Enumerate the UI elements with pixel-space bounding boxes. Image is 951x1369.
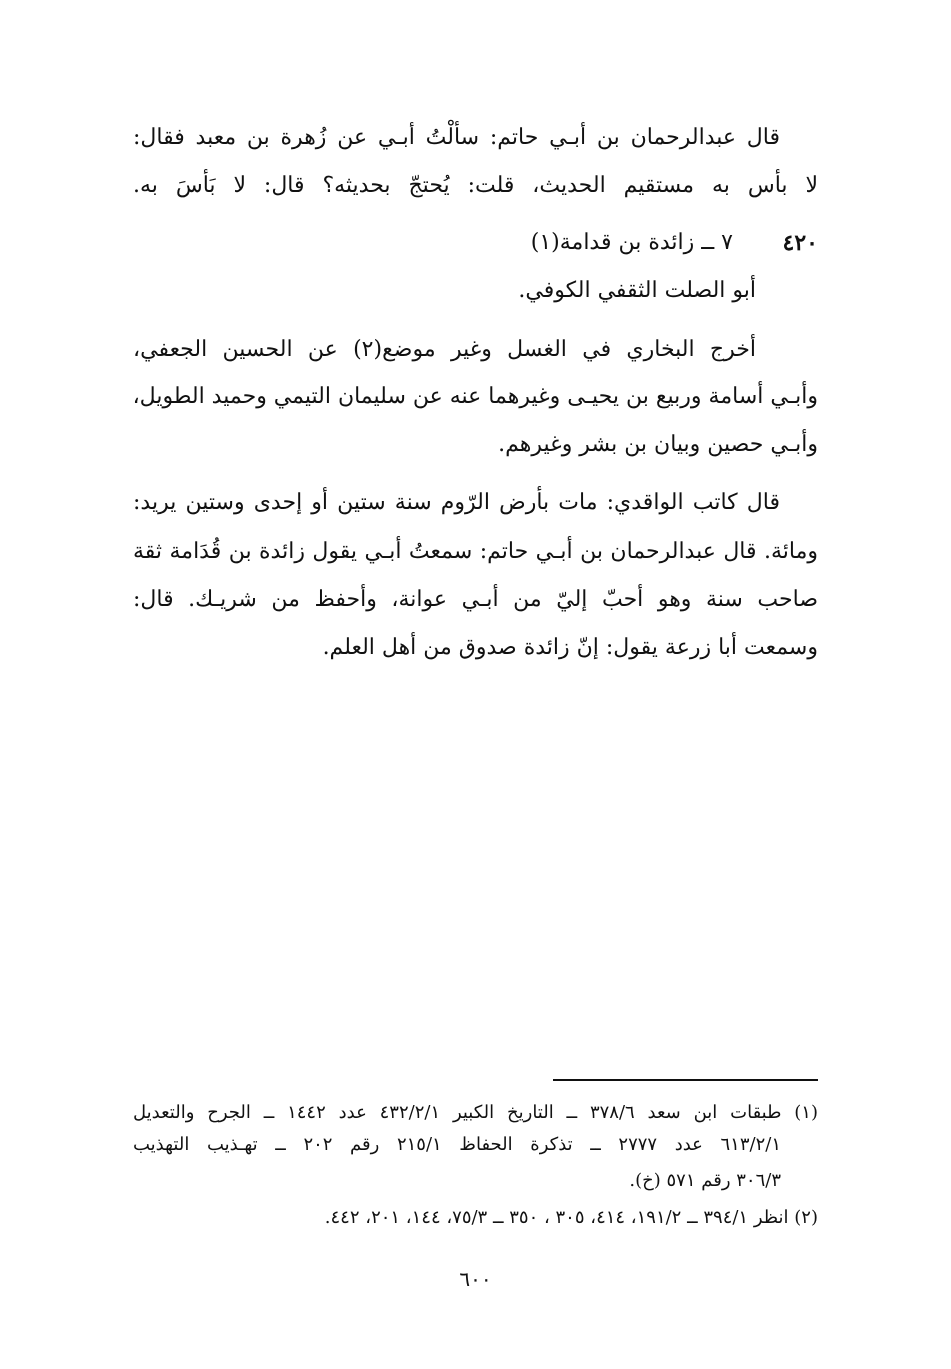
footnote-1-line-3: ٣٠٦/٣ رقم ٥٧١ (خ). xyxy=(629,1170,781,1191)
footnote-1-line-2: ٦١٣/٢/١ عدد ٢٧٧٧ ــ تذكرة الحفاظ ٢١٥/١ رقم ٢٠٢ ــ تهـذيب التهذيب xyxy=(133,1134,781,1155)
paragraph-4-line-2: ومائة. قال عبدالرحمان بن أبـي حاتم: سمعتُ أبـي يقول زائدة بن قُدَامة ثقة xyxy=(133,539,818,564)
paragraph-1-line-1: قال عبدالرحمان بن أبـي حاتم: سألْتُ أبـي عن زُهرة بن معبد فقال: xyxy=(133,125,780,150)
footnote-2: (٢) انظر ٣٩٤/١ ــ ١٩١/٢، ٤١٤، ٣٠٥ ، ٣٥٠ ــ ٧٥/٣، ١٤٤، ٢٠١، ٤٤٢. xyxy=(324,1207,818,1228)
page-number: ٦٠٠ xyxy=(459,1267,492,1291)
entry-number: ٤٢٠ xyxy=(782,230,818,256)
paragraph-4-line-1: قال كاتب الواقدي: مات بأرض الرّوم سنة ستين أو إحدى وستين يريد: xyxy=(133,490,780,515)
entry-title: ٧ ــ زائدة بن قدامة(١) xyxy=(530,230,733,255)
footnote-1-line-1: (١) طبقات ابن سعد ٣٧٨/٦ ــ التاريخ الكبير ٤٣٢/٢/١ عدد ١٤٤٢ ــ الجرح والتعديل xyxy=(133,1102,818,1123)
paragraph-4-line-4: وسمعت أبا زرعة يقول: إنّ زائدة صدوق من أهل العلم. xyxy=(322,635,818,660)
paragraph-2: أبو الصلت الثقفي الكوفي. xyxy=(518,278,756,303)
paragraph-3-line-2: وأبـي أسامة وربيع بن يحيـى وغيرهما عنه عن سليمان التيمي وحميد الطويل، xyxy=(132,384,818,409)
paragraph-3-line-1: أخرج البخاري في الغسل وغير موضع(٢) عن الحسين الجعفي، xyxy=(133,337,756,362)
paragraph-4-line-3: صاحب سنة وهو أحبّ إليّ من أبـي عوانة، وأحفظ من شريـك. قال: xyxy=(133,587,818,612)
footnote-separator xyxy=(553,1079,818,1081)
paragraph-3-line-3: وأبـي حصين وبيان بن بشر وغيرهم. xyxy=(498,432,818,457)
paragraph-1-line-2: لا بأس به مستقيم الحديث، قلت: يُحتجّ بحديثه؟ قال: لا بَأسَ به. xyxy=(133,173,818,198)
